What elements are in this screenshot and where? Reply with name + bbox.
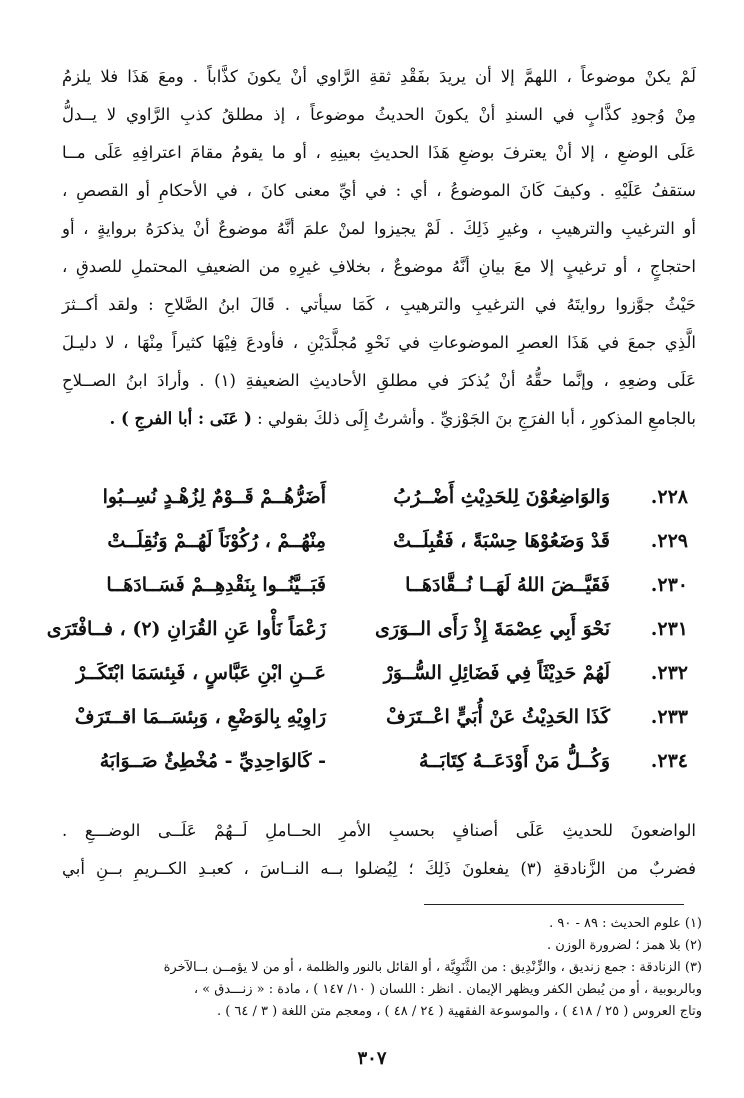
verse-second-hemistich: رَاوِيْهِ بِالوَضْعِ ، وَبِئسَــمَا اقــتَرَفْ [74, 706, 326, 728]
prose-line: ستقفُ عَلَيْهِ . وكيفَ كَانَ الموضوعُ ، أي : في أيِّ معنى كانَ ، في الأحكامِ أو القصصِ ، [62, 181, 696, 200]
verse-second-hemistich: أَضَرُّهُــمْ قَــوْمٌ لِزُهْـدٍ نُسِــبُوا [102, 486, 326, 508]
verse-second-hemistich: - كَالوَاحِدِيِّ - مُخْطِئٌ صَــوَابَهُ [99, 750, 326, 772]
footnote-separator [424, 904, 684, 905]
prose-line: الواضعونَ للحديثِ عَلَى أصنافٍ بحسبِ الأمرِ الحــاملِ لَــهُمْ عَلَــى الوضـــعِ . [62, 821, 696, 840]
poem-verses [46, 475, 696, 783]
commentary-text-continued [62, 812, 696, 888]
prose-line-text: بالجامعِ المذكورِ ، أبا الفرَجِ بنَ الجَوْزيِّ . وأشرتُ إِلَى ذلكَ بقولي : [257, 409, 696, 428]
verse-first-hemistich: كَذَا الحَدِيْثُ عَنْ أُبَيٍّ اعْــتَرَفْ [386, 706, 610, 728]
footnote: (٢) بلا همز ؛ لضرورة الوزن . [547, 938, 702, 953]
commentary-text [62, 58, 696, 438]
footnote-continuation: وبالربوبية ، أو من يُبطن الكفر ويظهر الإيمان . انظر : اللسان ( ١٠/ ١٤٧ ) ، مادة : « زنـــدق » ، [193, 982, 702, 997]
verse-number: ٢٣٠. [650, 574, 688, 596]
prose-line: عَلَى وضعِهِ ، وإنَّما حقُّهُ أنْ يُذكرَ في مطلقِ الأحاديثِ الضعيفةِ (١) . وأرادَ ابنُ الصــلاحِ [62, 371, 696, 390]
verse-number: ٢٣٢. [650, 662, 688, 684]
prose-line: حَيْثُ جوَّزوا روايتَهُ في الترغيبِ والترهيبِ ، كَمَا سيأتي . قَالَ ابنُ الصَّلاحِ : ولقد أكــثرَ [62, 295, 696, 314]
verse-first-hemistich: وَكُــلُّ مَنْ أَوْدَعَــهُ كِتَابَــهُ [419, 750, 610, 772]
verse-first-hemistich: لَهُمْ حَدِيْثَاً فِي فَضَائِلِ السُّــوَرْ [383, 662, 610, 684]
verse-row [62, 695, 696, 739]
verse-row [62, 519, 696, 563]
verse-number: ٢٣٤. [650, 750, 688, 772]
footnote: (١) علوم الحديث : ٨٩ - ٩٠ . [549, 916, 702, 931]
verse-number: ٢٢٩. [650, 530, 688, 552]
footnote-continuation: وتاج العروس ( ٢٥ / ٤١٨ ) ، والموسوعة الفقهية ( ٢٤ / ٤٨ ) ، ومعجم متن اللغة ( ٣ / ٦٤ ) . [216, 1004, 702, 1019]
verse-first-hemistich: نَحْوَ أَبِي عِصْمَةَ إِذْ رَأَى الــوَرَى [375, 618, 610, 640]
verse-first-hemistich: قَدْ وَضَعُوْهَا حِسْبَةً ، فَقُبِلَــتْ [393, 530, 610, 552]
prose-line-last [62, 400, 696, 438]
verse-row [62, 475, 696, 519]
footnotes [62, 913, 702, 1023]
verse-second-hemistich: فَبَــيَّنُــوا بِنَقْدِهِــمْ فَسَــادَهَــا [106, 574, 326, 596]
verse-number: ٢٣١. [650, 618, 688, 640]
prose-line: أو الترغيبِ والترهيبِ ، وغيرِ ذَلِكَ . لَمْ يجيزوا لمنْ علمَ أنَّهُ موضوعٌ أنْ يذكرَهُ بروايةٍ ، أو [62, 219, 696, 238]
verse-row [62, 739, 696, 783]
prose-line: الَّذِي جمعَ في هَذَا العصرِ الموضوعاتِ في نَحْوِ مُجلَّدَيْنِ ، فأودعَ فِيْهَا كثيراً مِنْهَا ، لا دليـلَ [62, 333, 696, 352]
verse-first-hemistich: وَالوَاضِعُوْنَ لِلحَدِيْثِ أَضْــرُبُ [393, 486, 610, 508]
prose-line: فضربٌ من الزَّنادقةِ (٣) يفعلونَ ذَلِكَ ؛ لِيُضلوا بــه النــاسَ ، كعبـدِ الكــريمِ بــنِ أبي [62, 859, 697, 878]
prose-line: عَلَى الوضعِ ، إلا أنْ يعترفَ بوضعِ هَذَا الحديثِ بعينِهِ ، أو ما يقومُ مقامَ اعترافِهِ عَلَى مــا [62, 143, 696, 162]
bold-gloss: ( عَنَى : أبا الفرجِ ) . [109, 409, 252, 428]
verse-number: ٢٣٣. [650, 706, 688, 728]
verse-row [46, 607, 696, 651]
prose-line: مِنْ وُجودِ كذَّابٍ في السندِ أنْ يكونَ الحديثُ موضوعاً ، إذ مطلقُ كذبِ الرَّاوي لا يــدلُّ [62, 105, 696, 124]
verse-second-hemistich: زَعْمَاً نَأْوا عَنِ القُرَانِ (٢) ، فــافْتَرَى [46, 618, 326, 640]
verse-second-hemistich: عَــنِ ابْنِ عَبَّاسٍ ، فَبِئسَمَا ابْتَكَــرْ [76, 662, 326, 684]
prose-line: احتجاجٍ ، أو ترغيبٍ إلا معَ بيانِ أنَّهُ موضوعٌ ، بخلافِ غيرِهِ من الضعيفِ المحتملِ للصدقِ ، [62, 257, 696, 276]
verse-row [62, 563, 696, 607]
prose-line: لَمْ يكنْ موضوعاً ، اللهمَّ إلا أن يريدَ بفَقْدِ ثقةِ الرَّاوي أنْ يكونَ كذَّاباً . ومعَ هَذَا فلا يلزمُ [62, 67, 696, 86]
verse-first-hemistich: فَقَيَّــضَ اللهُ لَهَــا نُــقَّادَهَــا [405, 574, 610, 596]
verse-number: ٢٢٨. [650, 486, 688, 508]
verse-second-hemistich: مِنْهُــمْ ، رُكُوْنَاً لَهُــمْ وَنُقِلَــتْ [107, 530, 326, 552]
verse-row [62, 651, 696, 695]
footnote: (٣) الزنادقة : جمع زنديق ، والزِّنْدِيق : من الثَّنَوِيَّة ، أو القائل بالنور والظلمة ، أو من لا يؤمــن بــالآخرة [163, 960, 702, 975]
page-number: ٣٠٧ [357, 1048, 387, 1069]
